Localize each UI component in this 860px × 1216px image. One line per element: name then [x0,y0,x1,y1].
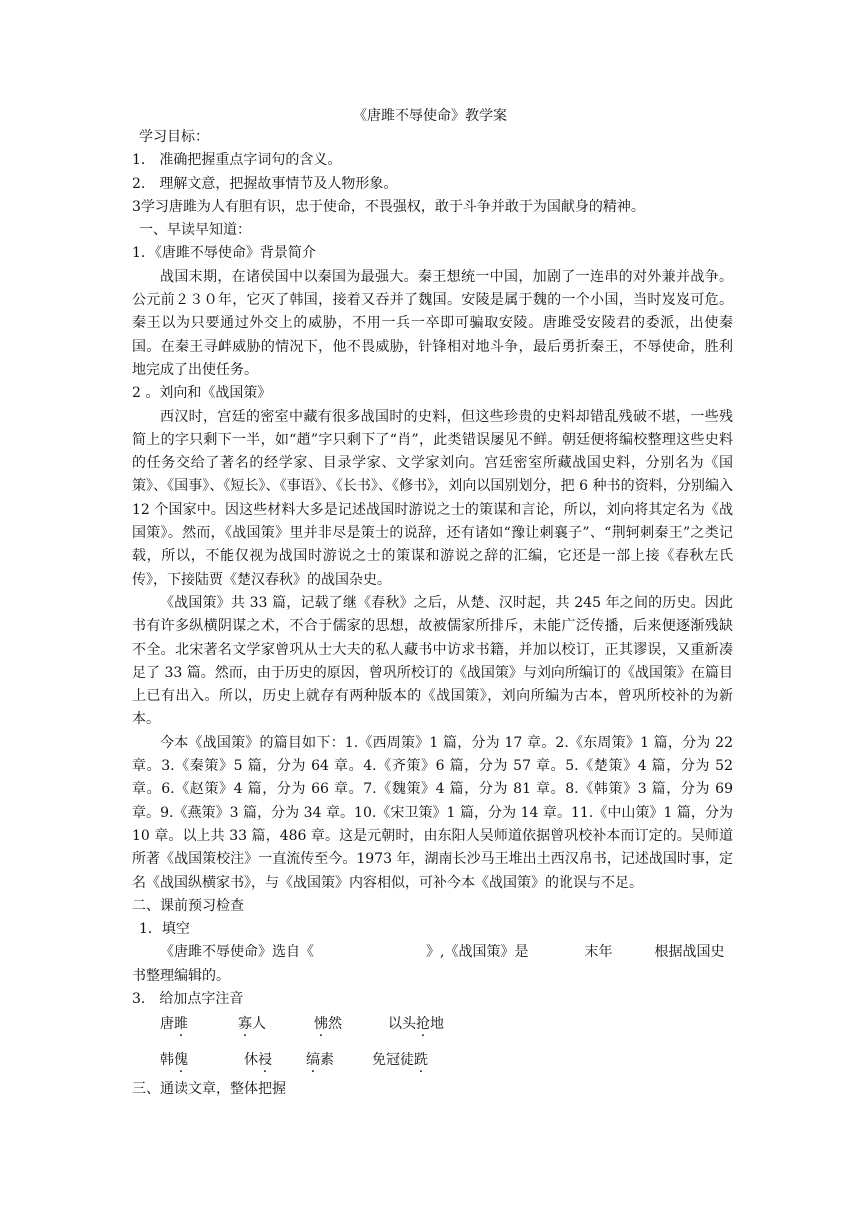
word-5: 韩傀 [160,1051,188,1068]
zhanguoce-history-paragraph: 《战国策》共 33 篇，记载了继《春秋》之后，从楚、汉时起，共 245 年之间的历史。因此书有许多纵横阴谋之术，不合于儒家的思想，故被儒家所排斥，未能广泛传播，后来便逐渐残缺不全。北宋著名文学家曾巩从士大夫的私人藏书中访求书籍，并加以校订，正其谬误，又重新凑足了 33 篇。然而，由于历史的原因，曾巩所校订的《战国策》与刘向所编订的《战国策》在篇目上已有出入。所以，历史上就存有两种版本的《战国策》，刘向所编为古本，曾巩所校补的为新本。 [132,594,733,728]
fill-text-b: 》,《战国策》是 [426,944,529,961]
goal-2: 2． 理解文意，把握故事情节及人物形象。 [132,175,398,192]
goal-1: 1． 准确把握重点字词句的含义。 [132,152,342,169]
goals-heading: 学习目标： [139,129,209,145]
fill-text-d: 根据战国史 [654,944,725,961]
zhanguoce-contents-paragraph: 今本《战国策》的篇目如下：1.《西周策》1 篇，分为 17 章。2.《东周策》1 篇，分为 22 章。3.《秦策》5 篇，分为 64 章。4.《齐策》6 篇，分为 57 章。5.《楚策》4 篇，分为 52 章。6.《赵策》4 篇，分为 66 章。7.《魏策》4 篇，分为 81 章。8.《韩策》3 篇，分为 69 章。9.《燕策》3 篇，分为 34 章。10.《宋卫策》1 篇，分为 14 章。11.《中山策》1 篇，分为 10 章。以上共 33 篇，486 章。这是元朝时，由东阳人吴师道依据曾巩校补本而订定的。吴师道所著《战国策校注》一直流传至今。1973 年，湖南长沙马王堆出土西汉帛书，记述战国时事，定名《战国纵横家书》，与《战国策》内容相似，可补今本《战国策》的讹误与不足。 [132,734,733,891]
word-6: 休祲 [244,1051,272,1068]
word-row-1 [132,1013,733,1036]
fill-blank-line-2: 书整理编辑的。 [132,967,230,984]
word-2: 寡人 [238,1016,266,1033]
word-8: 免冠徒跣 [372,1051,428,1068]
section-2-item-1: 1．填空 [139,921,190,938]
word-1: 唐雎 [160,1016,188,1033]
section-3-heading: 三、通读文章，整体把握 [132,1080,286,1097]
section-2-heading: 二、课前预习检查 [132,897,244,914]
fill-text-c: 末年 [584,944,613,961]
section-1-item-2: 2 。刘向和《战国策》 [132,385,272,402]
goal-3: 3学习唐雎为人有胆有识，忠于使命，不畏强权，敢于斗争并敢于为国献身的精神。 [132,198,645,215]
section-2-item-3: 3． 给加点字注音 [132,990,244,1007]
word-7: 缟素 [306,1051,334,1068]
document-title: 《唐雎不辱使命》教学案 [353,108,507,124]
word-4: 以头抢地 [388,1016,444,1033]
fill-text-a: 《唐雎不辱使命》选自《 [160,944,314,961]
document-body [132,126,733,1101]
section-1-item-1: 1．《唐雎不辱使命》背景简介 [132,245,316,262]
background-paragraph: 战国末期，在诸侯国中以秦国为最强大。秦王想统一中国，加剧了一连串的对外兼并战争。公元前２３０年，它灭了韩国，接着又吞并了魏国。安陵是属于魏的一个小国，当时岌岌可危。秦王以为只要通过外交上的威胁，不用一兵一卒即可骗取安陵。唐雎受安陵君的委派，出使秦国。在秦王寻衅威胁的情况下，他不畏威胁，针锋相对地斗争，最后勇折秦王，不辱使命，胜利地完成了出使任务。 [132,268,733,378]
word-row-2 [132,1049,733,1072]
word-3: 怫然 [314,1016,342,1033]
fill-blank-line [132,941,733,964]
liuxiang-paragraph: 西汉时，宫廷的密室中藏有很多战国时的史料，但这些珍贵的史料却错乱残破不堪，一些残简上的字只剩下一半，如“趙”字只剩下了“肖”，此类错误屡见不鲜。朝廷便将编校整理这些史料的任务交给了著名的经学家、目录学家、文学家刘向。宫廷密室所藏战国史料，分别名为《国策》、《国事》、《短长》、《事语》、《长书》、《修书》，刘向以国别划分，把 6 种书的资料，分别编入 12 个国家中。因这些材料大多是记述战国时游说之士的策谋和言论，所以，刘向将其定名为《战国策》。然而，《战国策》里并非尽是策士的说辞，还有诸如“豫让刺襄子”、“荆轲刺秦王”之类记载，所以，不能仅视为战国时游说之士的策谋和游说之辞的汇编，它还是一部上接《春秋左氏传》，下接陆贾《楚汉春秋》的战国杂史。 [132,408,733,588]
section-1-heading: 一、早读早知道： [139,222,251,239]
